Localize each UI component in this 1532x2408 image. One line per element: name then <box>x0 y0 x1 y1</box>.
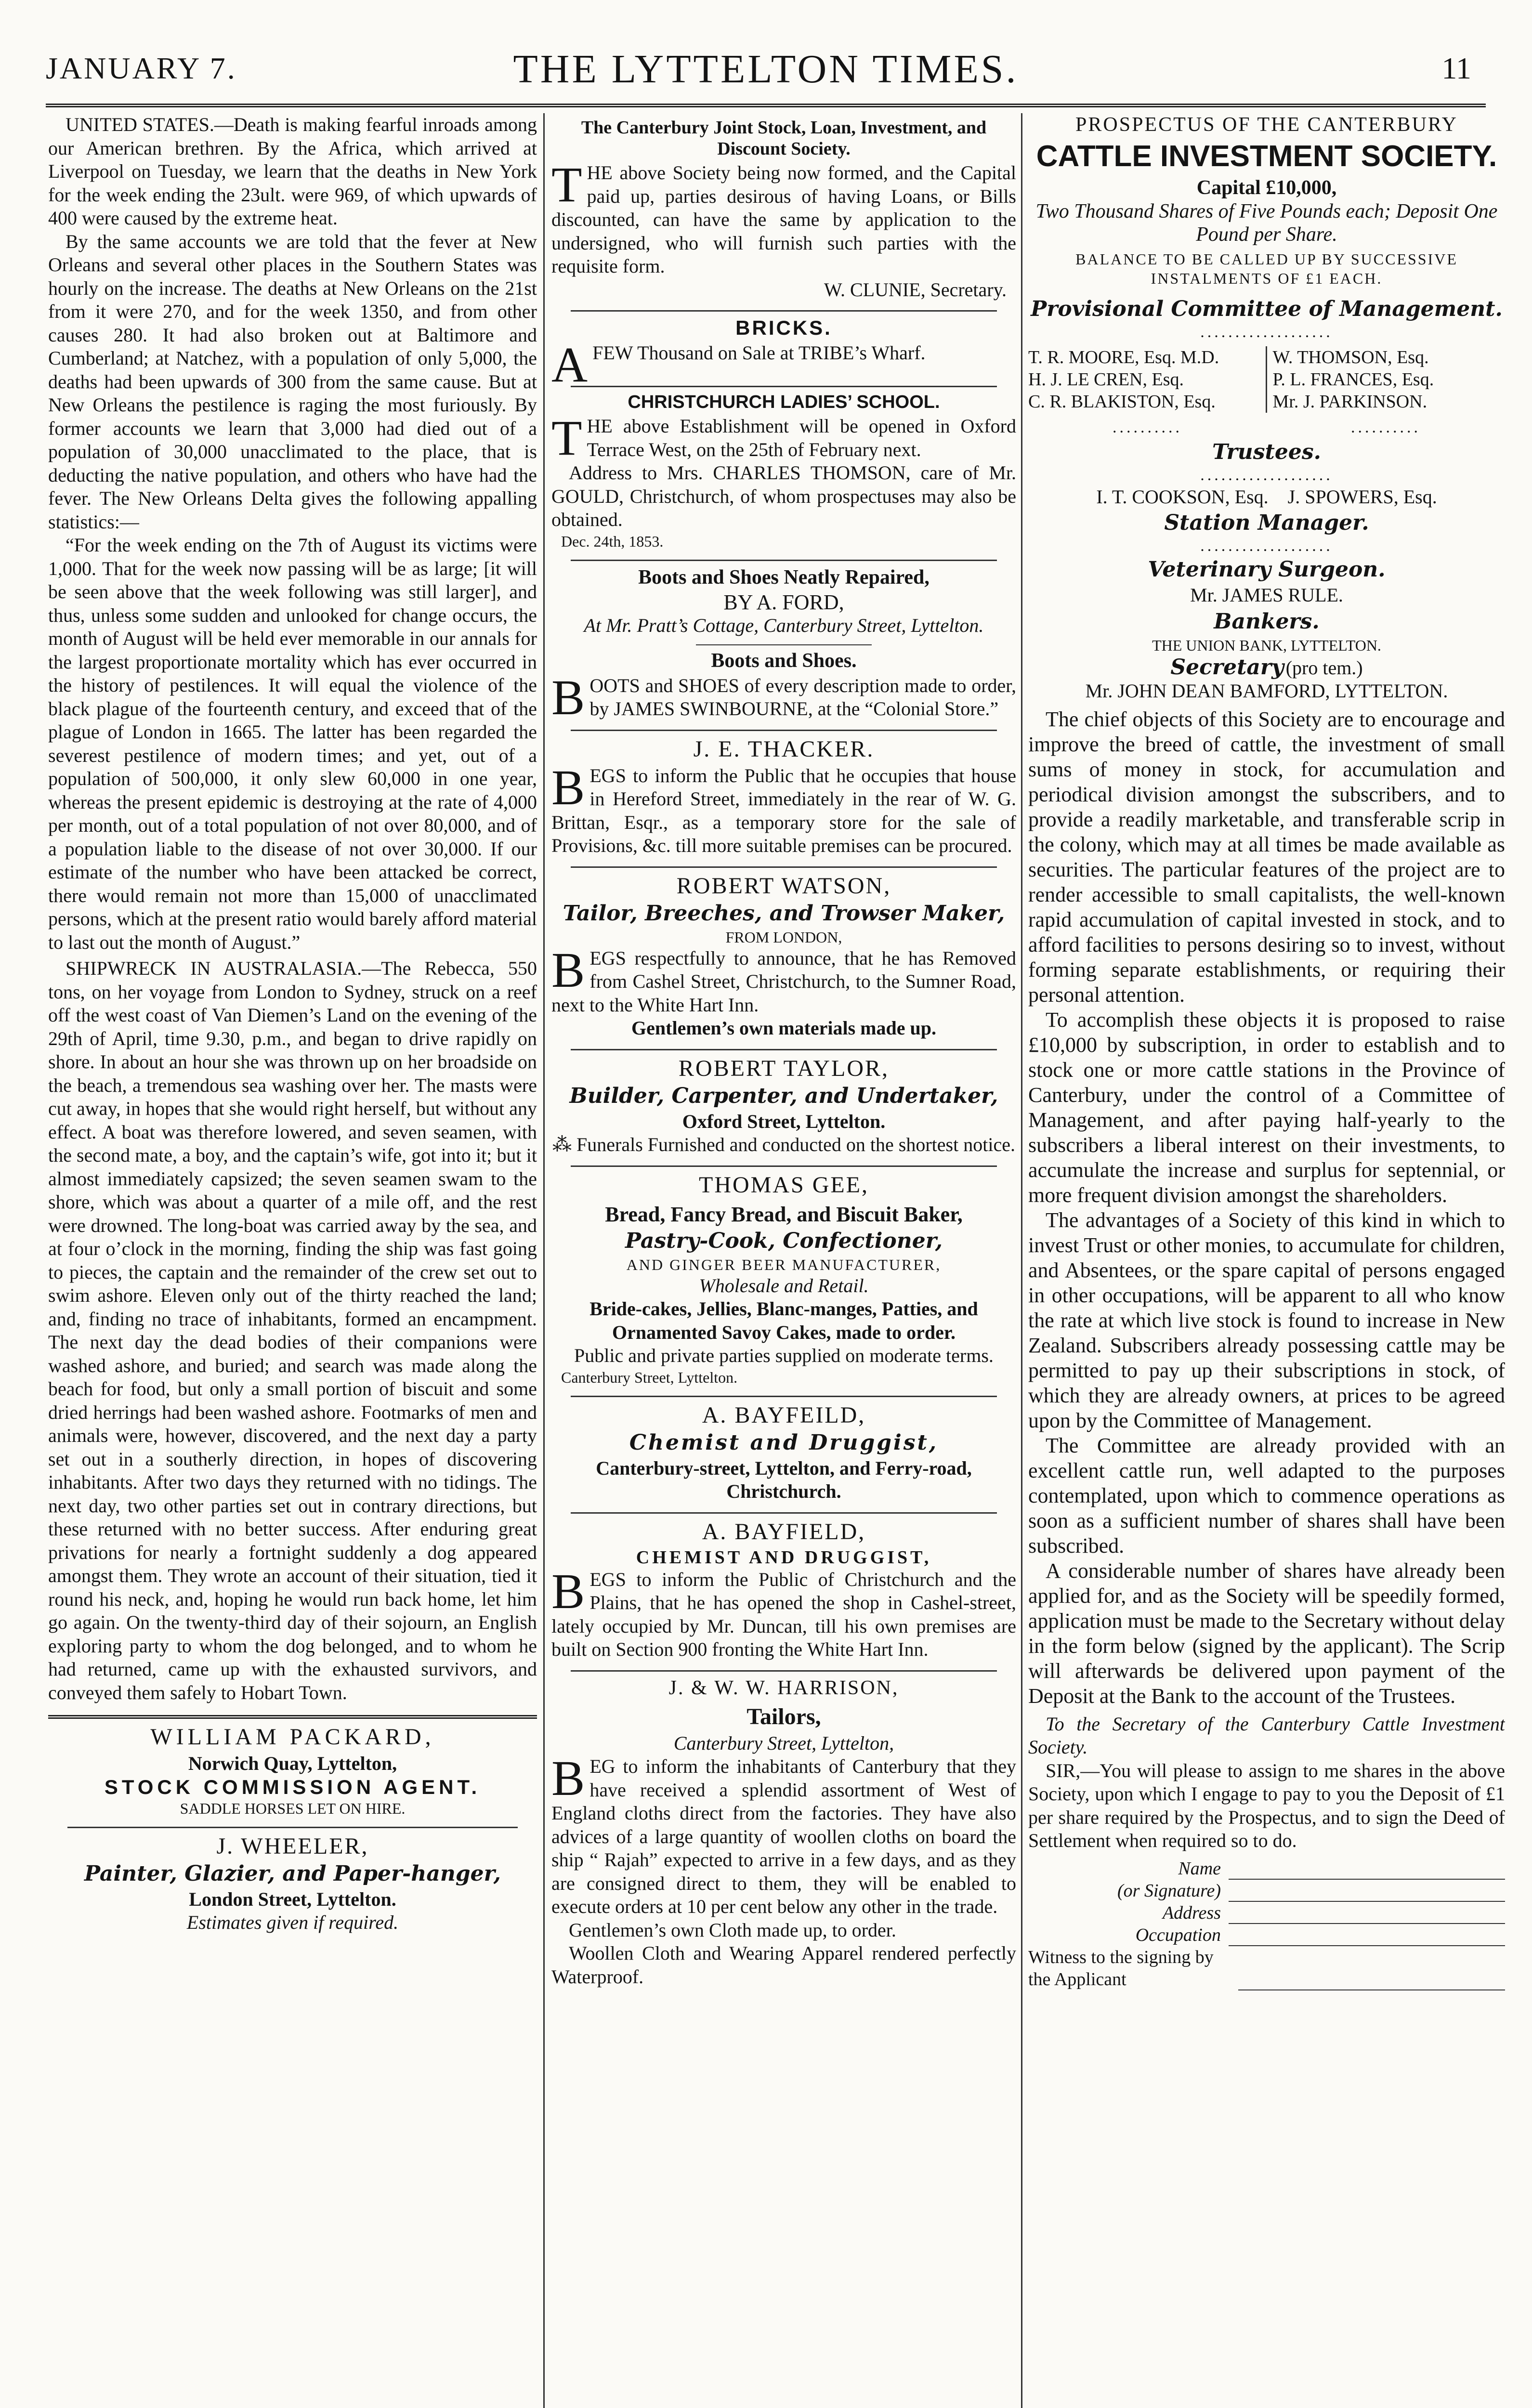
ad-taylor <box>551 1055 1016 1157</box>
form-row <box>1028 1946 1505 1990</box>
ad-trade: Painter, Glazier, and Paper-hanger, <box>84 1861 501 1886</box>
drop-cap: A <box>551 337 588 393</box>
ad-harrison <box>551 1676 1016 1989</box>
shares: Two Thousand Shares of Five Pounds each; Deposit One Pound per Share. <box>1035 200 1498 246</box>
ad-rule <box>571 1512 997 1514</box>
form-label: Witness to the signing by the Applicant <box>1028 1947 1214 1989</box>
form-row <box>1028 1880 1505 1902</box>
ad-role: STOCK COMMISSION AGENT. <box>104 1775 481 1798</box>
ad-note: SADDLE HORSES LET ON HIRE. <box>180 1799 406 1817</box>
ad-title: Boots and Shoes Neatly Repaired, <box>638 566 930 589</box>
balance-note: BALANCE TO BE CALLED UP BY SUCCESSIVE INSTALMENTS OF £1 EACH. <box>1075 250 1458 287</box>
ad-date: Dec. 24th, 1853. <box>561 532 664 550</box>
trustees-names: I. T. COOKSON, Esq. J. SPOWERS, Esq. <box>1096 485 1437 508</box>
ad-name: A. BAYFEILD, <box>702 1402 866 1428</box>
vet-heading: Veterinary Surgeon. <box>1148 557 1386 582</box>
drop-cap: B <box>551 759 585 815</box>
ad-address: Canterbury Street, Lyttelton. <box>561 1368 738 1386</box>
prospectus-paragraph: To accomplish these objects it is proposed to raise £10,000 by subscription, in order to establish and to stock one or more cattle stations in the Province of Canterbury, under the control of a Committee of Management, and after paying half-yearly to the subscribers a liberal interest on their investments, to accumulate the increase and surplus for septennial, or more frequent division amongst the shareholders. <box>1028 1008 1505 1207</box>
ad-rule <box>571 1049 997 1050</box>
page-number: 11 <box>1441 51 1471 85</box>
vet-name: Mr. JAMES RULE. <box>1190 584 1343 606</box>
ad-trade: AND GINGER BEER MANUFACTURER, <box>626 1256 942 1273</box>
ad-name: WILLIAM PACKARD, <box>150 1724 435 1750</box>
committee-member: C. R. BLAKISTON, Esq. <box>1028 391 1216 412</box>
ad-address: At Mr. Pratt’s Cottage, Canterbury Street, Lyttelton. <box>584 615 984 636</box>
dot-leader: ................... <box>1200 537 1333 555</box>
capital: Capital £10,000, <box>1196 177 1337 199</box>
ad-body: EGS to inform the Public of Christchurch and the Plains, that he has opened the shop in Cashel-street, lately occupied by Mr. Duncan, till his own premises are built on Section 900 fronting the White Hart Inn. <box>551 1568 1016 1660</box>
ad-ladies-school <box>551 392 1016 551</box>
form-row <box>1028 1902 1505 1924</box>
column-prospectus <box>1028 113 1505 2408</box>
ad-name: J. WHEELER, <box>216 1833 369 1859</box>
ad-rule <box>571 560 997 561</box>
address-field[interactable] <box>1229 1907 1505 1924</box>
form-label: (or Signature) <box>1117 1880 1221 1901</box>
issue-date: JANUARY 7. <box>46 51 237 85</box>
ad-name: ROBERT TAYLOR, <box>678 1055 890 1081</box>
committee-list <box>1028 346 1505 413</box>
form-body: SIR,—You will please to assign to me shares in the above Society, upon which I engage to pay to you the Deposit of £1 per share required by the Prospectus, and to sign the Deed of Settlement when required so to do. <box>1028 1759 1505 1851</box>
ad-body: EGS respectfully to announce, that he has Removed from Cashel Street, Christchurch, to the Sumner Road, next to the White Hart Inn. <box>551 947 1016 1016</box>
article-lead: UNITED STATES. <box>65 114 214 135</box>
ad-trade: Bread, Fancy Bread, and Biscuit Baker, <box>605 1202 963 1226</box>
dot-leader: ................... <box>1200 466 1333 484</box>
trustees-heading: Trustees. <box>1212 439 1321 464</box>
secretary-note: (pro tem.) <box>1285 656 1363 679</box>
ad-trade: Builder, Carpenter, and Undertaker, <box>569 1083 998 1108</box>
ad-note: Estimates given if required. <box>186 1911 399 1933</box>
ad-watson <box>551 873 1016 1040</box>
drop-cap: T <box>551 410 582 466</box>
form-label: Occupation <box>1135 1924 1221 1945</box>
ad-title: BRICKS. <box>735 316 832 339</box>
column-divider <box>1021 113 1022 2408</box>
ad-rule <box>571 1396 997 1397</box>
committee-member: T. R. MOORE, Esq. M.D. <box>1028 347 1219 367</box>
ad-note: Gentlemen’s own materials made up. <box>631 1017 936 1039</box>
secretary-line <box>1028 655 1505 680</box>
ad-body: Gentlemen’s own Cloth made up, to order. <box>569 1919 896 1941</box>
prospectus-heading: PROSPECTUS OF THE CANTERBURY <box>1075 114 1458 136</box>
committee-member: H. J. LE CREN, Esq. <box>1028 369 1184 390</box>
bankers-heading: Bankers. <box>1214 609 1320 634</box>
column-news <box>48 113 537 2408</box>
ad-ford <box>551 566 1016 638</box>
article-quote: “For the week ending on the 7th of August its victims were 1,000. That for the week now passing will be as large; [it will be seen above that the week following was still larger], and thus, unless some sudden and unlooked for change occurs, the month of August will be held ever memorable in our annals for the largest proportionate mortality which has ever occurred in the history of pestilences. It will equal the violence of the black plague of the fourteenth century, and exceed that of the plague of London in 1665. The latter has been regarded the severest pestilence of modern times; and yet, out of a population of 500,000, it only slew 60,000 in one year, whereas the present epidemic is destroying at the rate of 4,000 per month, out of a total population of not over 80,000, and of a population liable to the disease of not over 30,000. If our estimate of the number who have been attacked be correct, there would remain not more than 15,000 of unacclimated persons, which at the present ratio would barely afford material to last out the month of August.” <box>48 534 537 953</box>
prospectus-paragraph: The advantages of a Society of this kind in which to invest Trust or other monies, to accumulate for children, and Absentees, or the spare capital of persons engaged in other occupations, will be apparent to all who know the rate at which live stock is found to increase in New Zealand. Subscribers already possessing cattle may be permitted to pay up their subscriptions in stock, of which they are already owners, at prices to be agreed upon by the Committee of Management. <box>1028 1208 1505 1432</box>
ad-bricks <box>551 316 1016 393</box>
section-rule <box>48 1715 537 1719</box>
ad-name: J. E. THACKER. <box>693 736 875 762</box>
header-rule <box>46 104 1486 107</box>
committee-left <box>1028 346 1267 413</box>
ad-name: ROBERT WATSON, <box>676 873 891 899</box>
ad-body: HE above Establishment will be opened in Oxford Terrace West, on the 25th of February next. <box>587 415 1016 460</box>
ad-thacker <box>551 736 1016 858</box>
ad-trade: Tailors, <box>746 1703 821 1729</box>
drop-cap: B <box>551 1751 585 1806</box>
column-divider <box>543 113 545 2408</box>
committee-member: Mr. J. PARKINSON. <box>1272 391 1427 412</box>
ad-bayfield <box>551 1518 1016 1662</box>
article-lead: SHIPWRECK IN AUSTRALASIA. <box>65 957 362 979</box>
ad-body: FEW Thousand on Sale at TRIBE’s Wharf. <box>592 342 926 364</box>
ad-gee <box>551 1172 1016 1387</box>
ad-trade: Tailor, Breeches, and Trowser Maker, <box>563 901 1005 926</box>
drop-cap: B <box>551 942 585 998</box>
ad-from: FROM LONDON, <box>725 928 842 946</box>
ad-name: A. BAYFIELD, <box>702 1518 866 1544</box>
committee-member: P. L. FRANCES, Esq. <box>1272 369 1434 390</box>
ad-title: Boots and Shoes. <box>711 649 857 672</box>
form-address: To the Secretary of the Canterbury Cattle Investment Society. <box>1028 1713 1505 1758</box>
ad-title: CHRISTCHURCH LADIES’ SCHOOL. <box>628 392 940 412</box>
prospectus-paragraph: The Committee are already provided with an excellent cattle run, well adapted to the purposes contemplated, upon which to commence operations as soon as a sufficient number of shares shall have been subscribed. <box>1028 1433 1505 1557</box>
station-manager-heading: Station Manager. <box>1164 510 1369 535</box>
ad-wheeler <box>48 1833 537 1935</box>
dot-leader: ................... <box>1200 323 1333 341</box>
ad-rule <box>571 310 997 312</box>
newspaper-title: THE LYTTELTON TIMES. <box>513 47 1019 92</box>
committee-right <box>1267 346 1506 413</box>
witness-field[interactable] <box>1238 1973 1505 1990</box>
ad-joint-stock <box>551 117 1016 301</box>
dot-leaders <box>1028 418 1505 438</box>
secretary-heading: Secretary <box>1170 654 1284 680</box>
committee-heading: Provisional Committee of Management. <box>1031 296 1503 321</box>
name-field[interactable] <box>1229 1862 1505 1880</box>
form-label: Address <box>1162 1902 1221 1923</box>
ad-address: Norwich Quay, Lyttelton, <box>188 1753 397 1774</box>
ad-trade: Pastry-Cook, Confectioner, <box>625 1228 943 1253</box>
ad-packard <box>48 1724 537 1818</box>
dot-leader: .......... <box>1351 418 1421 436</box>
ad-body: HE above Society being now formed, and the Capital paid up, parties desirous of having Loans, or Bills discounted, can have the same by application to the undersigned, who will furnish such parties with the requisite form. <box>551 162 1016 277</box>
article-shipwreck: SHIPWRECK IN AUSTRALASIA.—The Rebecca, 550 tons, on her voyage from London to Sydney, struck on a reef off the west coast of Van Diemen’s Land on the evening of the 29th of April, time 9.30, p.m., and began to drive rapidly on shore. In about an hour she was thrown up on her broadside on the beach, a tremendous sea washing over her. The masts were cut away, in hopes that she would right herself, but without any effect. A boat was therefore lowered, and seven seamen, with the second mate, a boy, and the captain’s wife, got into it; but it almost immediately capsized; the seven seamen swam to the shore, which was about a quarter of a mile off, and the rest were drowned. The long-boat was carried away by the sea, and at four o’clock in the morning, finding the ship was fast going to pieces, the captain and the remainder of the crew set out to swim ashore. Eleven only out of the thirty reached the land; and, finding no trace of inhabitants, formed an encampment. The next day the dead bodies of their companions were washed ashore, and buried; and search was made along the beach for food, but only a small portion of biscuit and some dried herrings had been washed ashore. Footmarks of men and animals were, however, discovered, and the next day a party set out in a southerly direction, in hopes of discovering inhabitants. After two days they returned with no tidings. The next day, two other parties set out in contrary directions, but these returned with no better success. After enduring great privations for nearly a fortnight suddenly a dog appeared amongst them. They wrote an account of their situation, tied it round his neck, and, hoping he would run back home, let him go again. On the twenty-third day of their sojourn, an English exploring party to whom the dog belonged, and to whom he had returned, came up with the exhausted survivors, and conveyed them safely to Hobart Town. <box>48 957 537 1703</box>
committee-member: W. THOMSON, Esq. <box>1272 347 1429 367</box>
ad-address: Canterbury Street, Lyttelton, <box>673 1732 894 1754</box>
form-row <box>1028 1858 1505 1880</box>
ad-name: J. & W. W. HARRISON, <box>668 1676 899 1699</box>
ad-signature: W. CLUNIE, Secretary. <box>824 278 1007 301</box>
ad-rule <box>67 1827 518 1828</box>
ad-rule <box>571 1670 997 1672</box>
ad-title: The Canterbury Joint Stock, Loan, Investment, and Discount Society. <box>581 118 987 159</box>
society-name: CATTLE INVESTMENT SOCIETY. <box>1036 140 1497 173</box>
ad-body: Woollen Cloth and Wearing Apparel rendered perfectly Waterproof. <box>551 1942 1016 1988</box>
ad-bayfeild <box>551 1402 1016 1504</box>
form-label: Name <box>1178 1858 1221 1879</box>
ad-body: Address to Mrs. CHARLES THOMSON, care of Mr. GOULD, Christchurch, of whom prospectuses may also be obtained. <box>551 462 1016 530</box>
ad-address: London Street, Lyttelton. <box>189 1888 396 1910</box>
ad-rule <box>571 1165 997 1167</box>
prospectus-paragraph: The chief objects of this Society are to encourage and improve the breed of cattle, the investment of small sums of money in stock, for accumulation and periodical division amongst the subscribers, and to provide a readily marketable, and transferable scrip in the colony, which may at all times be made available as securities. The particular features of the project are to render accessible to small capitalists, the well-known rapid accumulation of capital invested in stock, and to afford facilities to persons desiring so to invest, without forming separate establishments, or requiring their personal attention. <box>1028 707 1505 1007</box>
drop-cap: B <box>551 1563 585 1619</box>
signature-field[interactable] <box>1229 1885 1505 1902</box>
bankers-name: THE UNION BANK, LYTTELTON. <box>1152 636 1381 654</box>
ad-name: THOMAS GEE, <box>699 1172 869 1198</box>
ad-body: OOTS and SHOES of every description made to order, by JAMES SWINBOURNE, at the “Colonial Store.” <box>589 674 1016 720</box>
ad-note: ⁂ Funerals Furnished and conducted on the shortest notice. <box>552 1134 1015 1155</box>
ad-body: Public and private parties supplied on moderate terms. <box>574 1345 994 1366</box>
secretary-name: Mr. JOHN DEAN BAMFORD, LYTTELTON. <box>1085 680 1448 702</box>
ad-address: Oxford Street, Lyttelton. <box>682 1110 886 1132</box>
drop-cap: T <box>551 157 582 212</box>
ad-body: EG to inform the inhabitants of Canterbury that they have received a splendid assortment of West of England cloths direct from the factories. They have also advices of a large quantity of woollen cloths on board the ship “ Rajah” expected to arrive in a few days, and as they are consigned direct to them, they will be enabled to execute orders at 10 per cent below any other in the trade. <box>551 1755 1016 1917</box>
ad-trade: Chemist and Druggist, <box>629 1430 939 1455</box>
ad-swinbourne <box>551 649 1016 725</box>
ad-body: Bride-cakes, Jellies, Blanc-manges, Patties, and Ornamented Savoy Cakes, made to order. <box>589 1298 978 1343</box>
prospectus-paragraph: A considerable number of shares have already been applied for, and as the Society will be speedily formed, application must be made to the Secretary without delay in the form below (signed by the applicant). The Scrip will afterwards be delivered upon payment of the Deposit at the Bank to the account of the Trustees. <box>1028 1558 1505 1708</box>
ad-rule <box>571 730 997 731</box>
occupation-field[interactable] <box>1229 1929 1505 1946</box>
article-paragraph: By the same accounts we are told that the fever at New Orleans and several other places in the Southern States was hourly on the increase. The deaths at New Orleans on the 21st from it were 270, and for the week 1350, and from other causes 280. It had also broken out at Baltimore and Cumberland; at Natchez, with a population of only 5,000, the deaths had been upwards of 300 from the same cause. But at New Orleans the pestilence is raging the most furiously. By former accounts we learn that 3,000 had died out of a population of 30,000 unacclimated to the place, that is deducting the native population, and others who have had the fever. The New Orleans Delta gives the following appalling statistics:— <box>48 230 537 533</box>
application-form <box>1028 1858 1505 1990</box>
ad-trade: Wholesale and Retail. <box>699 1274 869 1296</box>
ad-rule <box>696 644 872 645</box>
ad-name: BY A. FORD, <box>723 590 844 614</box>
ad-rule <box>571 386 997 387</box>
article-united-states: UNITED STATES.—Death is making fearful inroads among our American brethren. By the Africa, which arrived at Liverpool on Tuesday, we learn that the deaths in New York for the week ending the 23ult. were 969, of which upwards of 400 were caused by the extreme heat. <box>48 114 537 229</box>
ad-trade: CHEMIST AND DRUGGIST, <box>636 1547 932 1568</box>
ad-address: Canterbury-street, Lyttelton, and Ferry-road, Christchurch. <box>596 1457 972 1502</box>
ad-rule <box>571 866 997 868</box>
form-row <box>1028 1924 1505 1946</box>
column-advertisements <box>551 113 1016 2408</box>
dot-leader: .......... <box>1113 418 1182 436</box>
ad-body: EGS to inform the Public that he occupies that house in Hereford Street, immediately in the rear of W. G. Brittan, Esqr., as a temporary store for the sale of Provisions, &c. till more suitable premises can be procured. <box>551 764 1016 856</box>
page-header <box>46 46 1486 99</box>
drop-cap: B <box>551 669 585 725</box>
